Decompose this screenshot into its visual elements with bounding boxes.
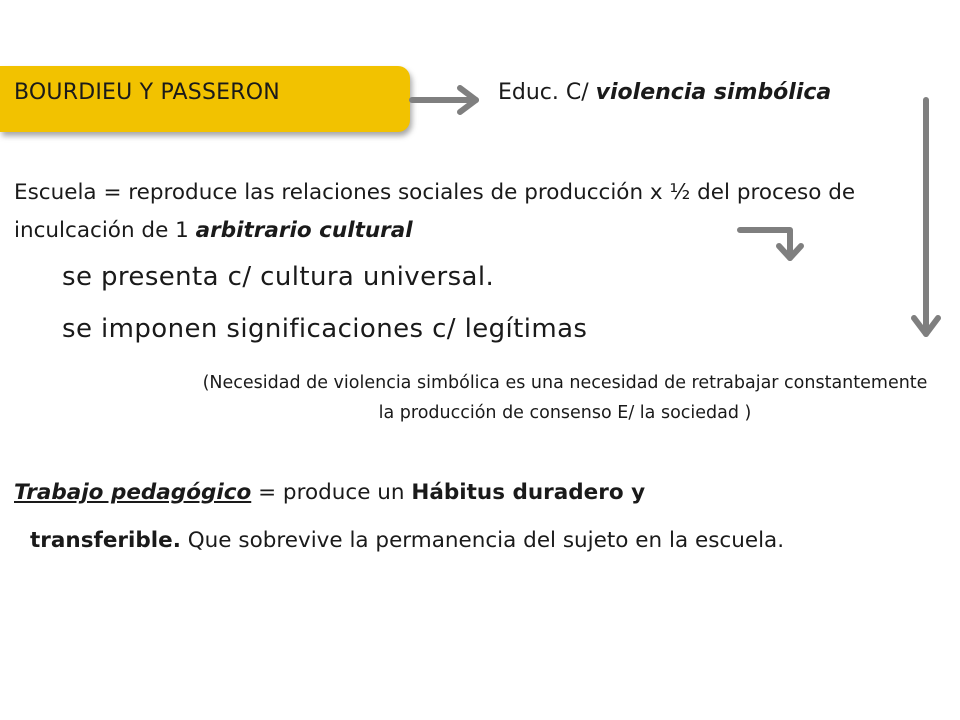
note-paragraph (200, 368, 930, 428)
trabajo-middle: = produce un (251, 480, 412, 505)
heading (498, 80, 831, 105)
trabajo-emphasis: Hábitus duradero y (411, 480, 646, 505)
title-label: BOURDIEU Y PASSERON (14, 80, 280, 105)
trabajo-term: Trabajo pedagógico (14, 480, 252, 505)
transfer-line (30, 528, 784, 553)
transfer-emphasis: transferible. (30, 528, 181, 553)
transfer-rest: Que sobrevive la permanencia del sujeto en la escuela. (180, 528, 785, 553)
line-meanings: se imponen significaciones c/ legítimas (62, 314, 588, 344)
heading-emphasis: violencia simbólica (595, 80, 832, 105)
down-arrow-long-icon (914, 100, 938, 334)
note-body: Necesidad de violencia simbólica es una necesidad de retrabajar constantemente la producción de consenso E/ la sociedad ) (209, 373, 928, 423)
trabajo-line (14, 480, 645, 505)
right-arrow-icon (412, 88, 476, 112)
note-open: ( (202, 373, 210, 393)
paragraph-escuela-emphasis: arbitrario cultural (195, 218, 413, 243)
heading-prefix: Educ. C/ (498, 80, 596, 105)
line-culture: se presenta c/ cultura universal. (62, 262, 495, 292)
paragraph-escuela (14, 174, 894, 250)
paragraph-escuela-text: Escuela = reproduce las relaciones sociales de producción x ½ del proceso de inculcación de 1 (14, 180, 856, 243)
